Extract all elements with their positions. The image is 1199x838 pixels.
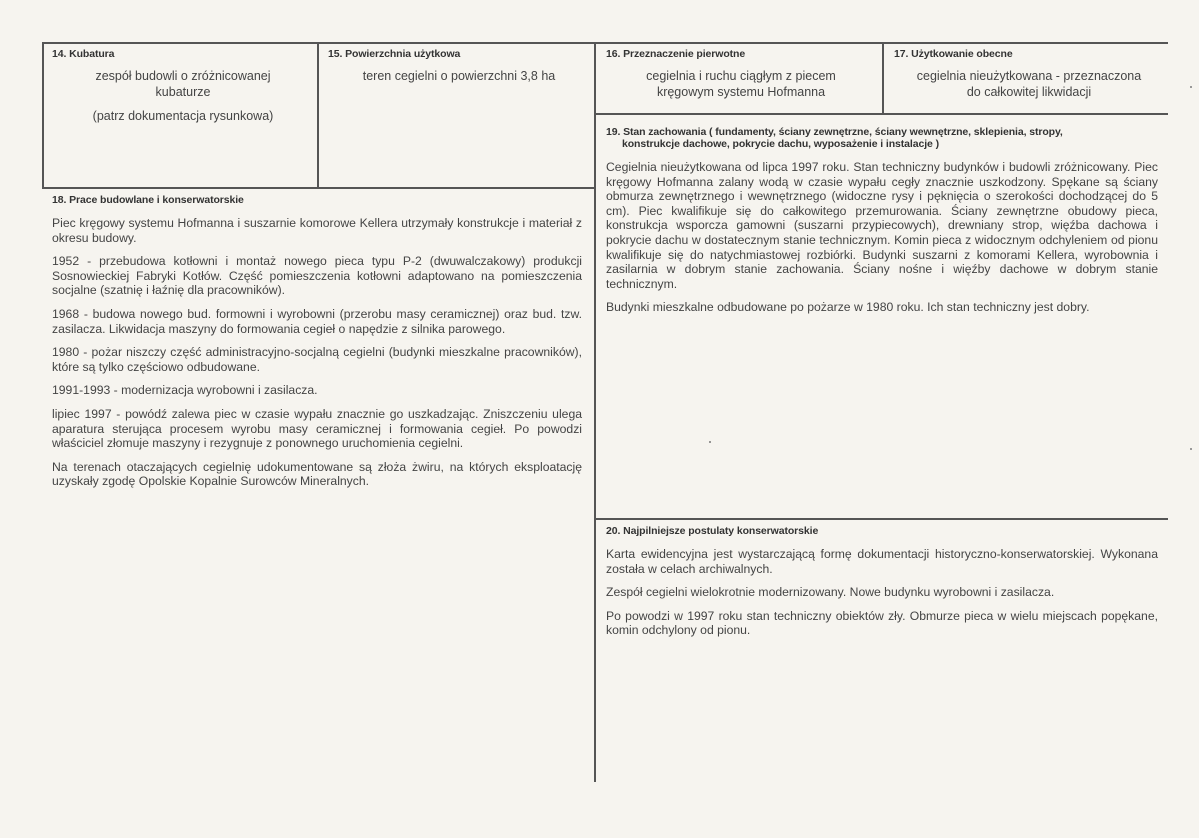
field-20-paragraph: Karta ewidencyjna jest wystarczającą formę dokumentacji historyczno-konserwatorskiej. Wykonana została w celach archiwalnych. <box>606 547 1158 576</box>
field-17-heading: 17. Użytkowanie obecne <box>894 48 1013 60</box>
field-14-volume <box>52 48 314 124</box>
rule-center <box>594 42 596 782</box>
field-19-heading-line2: konstrukcje dachowe, pokrycie dachu, wyposażenie i instalacje ) <box>622 138 939 150</box>
field-17-current-use <box>894 48 1164 100</box>
rule-left-border <box>42 42 44 188</box>
field-17-line1: cegielnia nieużytkowana - przeznaczona <box>916 69 1142 83</box>
field-19-paragraph: Budynki mieszkalne odbudowane po pożarze w 1980 roku. Ich stan techniczny jest dobry. <box>606 300 1090 315</box>
field-16-heading: 16. Przeznaczenie pierwotne <box>606 48 746 60</box>
field-18-paragraph: 1980 - pożar niszczy część administracyjno-socjalną cegielni (budynki mieszkalne pracowników), które są tylko częściowo odbudowane. <box>52 345 582 374</box>
rule-row1-left <box>42 187 596 189</box>
field-15-value: teren cegielni o powierzchni 3,8 ha <box>362 69 556 83</box>
field-18-heading: 18. Prace budowlane i konserwatorskie <box>52 194 244 206</box>
field-14-line3: (patrz dokumentacja rysunkowa) <box>92 109 274 123</box>
scan-edge-mark <box>1190 86 1192 88</box>
field-20-conservation-postulates <box>606 525 1158 647</box>
field-17-line2: do całkowitej likwidacji <box>966 85 1092 99</box>
field-20-paragraph: Po powodzi w 1997 roku stan techniczny obiektów zły. Obmurze pieca w wielu miejscach popękane, komin odchylony od pionu. <box>606 608 1158 638</box>
field-18-paragraph: Na terenach otaczających cegielnię udokumentowane są złoża żwiru, na których eksploatację uzyskały zgodę Opolskie Kopalnie Surowców Mineralnych. <box>52 459 582 489</box>
field-15-heading: 15. Powierzchnia użytkowa <box>328 48 461 60</box>
field-19-paragraph: Cegielnia nieużytkowana od lipca 1997 roku. Stan techniczny budynków i budowli zróżnicowany. Piec kręgowy Hofmanna zalany wodą w czasie wypału cegły znacznie uszkodzony. Spękane są ściany obmurza zewnętrznego i wewnętrznego (widoczne rysy i pęknięcia o szerokości dochodzącej do 5 cm). Piec kwalifikuje się do całkowitego przemurowania. Ściany zewnętrzne obudowy pieca, konstrukcja wsporcza gamowni (suszarni przypiecowych), drewniany strop, więźba dachowa i pokrycie dachu w dostatecznym stanie technicznym. Komin pieca z widocznym odchyleniem od pionu kwalifikuje się do natychmiastowej rozbiórki. Budynki suszarni z komorami Kellera, wyrobownia i zasilarnia w dobrym stanie zachowania. Ściany nośne i więźby dachowe w dobrym stanie technicznym. <box>606 160 1158 291</box>
field-14-line2: kubaturze <box>155 85 211 99</box>
field-16-line1: cegielnia i ruchu ciągłym z piecem <box>646 69 836 83</box>
field-18-paragraph: Piec kręgowy systemu Hofmanna i suszarnie komorowe Kellera utrzymały konstrukcje i materiał z okresu budowy. <box>52 216 582 245</box>
field-18-construction-works <box>52 194 582 498</box>
scan-edge-mark <box>1190 448 1192 450</box>
field-20-paragraph: Zespół cegielni wielokrotnie modernizowany. Nowe budynku wyrobowni i zasilacza. <box>606 585 1055 600</box>
field-20-heading: 20. Najpilniejsze postulaty konserwatorskie <box>606 525 819 537</box>
field-16-original-purpose <box>606 48 876 100</box>
field-14-line1: zespół budowli o zróżnicowanej <box>95 69 271 83</box>
field-19-heading-line1: 19. Stan zachowania ( fundamenty, ściany zewnętrzne, ściany wewnętrzne, sklepienia, stropy, <box>606 126 1063 138</box>
rule-f16-f17 <box>882 42 884 114</box>
stray-mark <box>709 441 711 443</box>
rule-f20-top <box>596 518 1168 520</box>
top-rule <box>42 42 1168 44</box>
field-19-condition <box>606 126 1158 324</box>
field-18-paragraph: 1991-1993 - modernizacja wyrobowni i zasilacza. <box>52 383 318 398</box>
field-18-paragraph: 1968 - budowa nowego bud. formowni i wyrobowni (przerobu masy ceramicznej) oraz bud. tzw. zasilacza. Likwidacja maszyny do formowania cegieł o napędzie z silnika parowego. <box>52 306 582 336</box>
rule-f14-f15 <box>317 42 319 188</box>
field-18-paragraph: lipiec 1997 - powódź zalewa piec w czasie wypału znacznie go uszkadzając. Zniszczeniu ulega aparatura sterująca procesem wyrobu masy ceramicznej i formowania cegieł. Po powodzi właściciel złomuje maszyny i rezygnuje z ponownego uruchomienia cegielni. <box>52 406 582 451</box>
field-16-line2: kręgowym systemu Hofmanna <box>656 85 826 99</box>
field-14-heading: 14. Kubatura <box>52 48 115 60</box>
field-15-usable-area <box>328 48 590 84</box>
field-18-paragraph: 1952 - przebudowa kotłowni i montaż nowego pieca typu P-2 (dwuwalczakowy) produkcji Sosnowieckiej Fabryki Kotłów. Część pomieszczenia kotłowni adaptowano na pomieszczenia socjalne (szatnię i łaźnię dla pracowników). <box>52 254 582 298</box>
